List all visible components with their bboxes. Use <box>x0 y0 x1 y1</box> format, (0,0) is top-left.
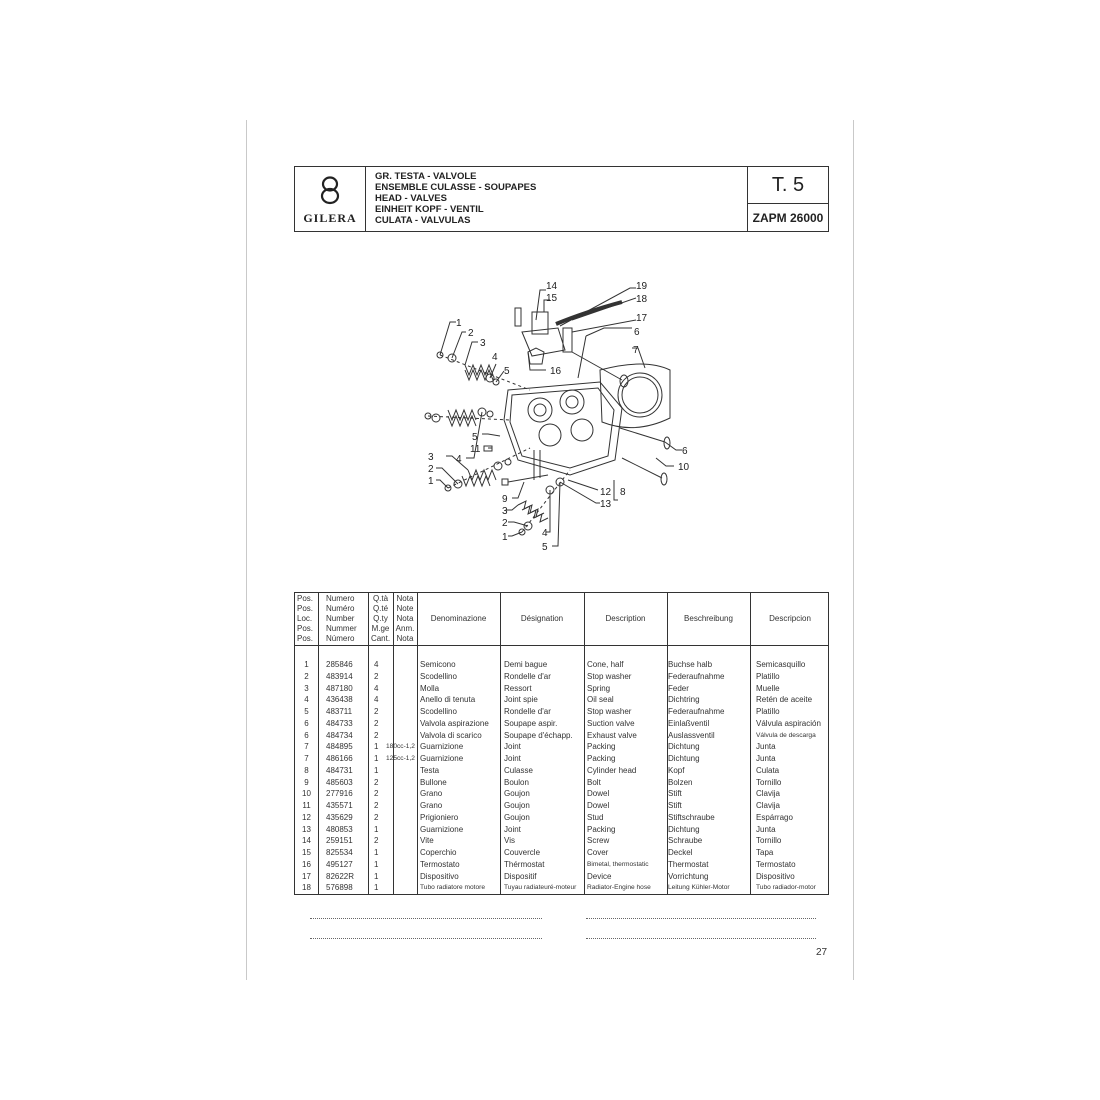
header-text: Q.ty <box>373 614 388 623</box>
cell-pos: 14 <box>302 836 311 846</box>
cell-qty: 1 <box>374 765 379 775</box>
cell-es: Junta <box>756 742 776 752</box>
callout: 1 <box>502 532 508 543</box>
cell-it: Tubo radiatore motore <box>420 884 485 892</box>
cell-it: Termostato <box>420 859 460 869</box>
cell-de: Vorrichtung <box>668 871 709 881</box>
cell-de: Kopf <box>668 765 685 775</box>
cell-qty: 1 <box>374 754 379 763</box>
header-nota <box>393 593 417 645</box>
cell-es: Semicasquillo <box>756 660 806 669</box>
cell-es: Clavija <box>756 789 781 799</box>
page-edge-left <box>246 120 247 980</box>
cell-de: Schraube <box>668 836 703 846</box>
cell-it: Scodellino <box>420 707 457 716</box>
cell-pos: 13 <box>302 824 311 834</box>
brand-name: GILERA <box>303 211 357 225</box>
cell-num: 484733 <box>326 718 353 728</box>
cell-qty: 2 <box>374 718 379 728</box>
cell-qty: 2 <box>374 789 379 799</box>
cell-pos: 10 <box>302 789 311 799</box>
header-text: Number <box>326 614 355 623</box>
cell-qty: 4 <box>374 683 379 693</box>
table-row <box>295 859 828 871</box>
callout: 6 <box>634 327 640 338</box>
header-text: Número <box>326 634 355 643</box>
cell-qty: 2 <box>374 777 379 787</box>
cell-en: Packing <box>587 754 616 763</box>
cell-de: Dichtung <box>668 754 700 763</box>
cell-pos: 12 <box>302 812 311 822</box>
cell-it: Molla <box>420 683 440 693</box>
cell-qty: 1 <box>374 859 379 869</box>
cell-de: Feder <box>668 683 689 693</box>
cell-num: 436438 <box>326 695 353 705</box>
cell-pos: 11 <box>302 801 311 810</box>
cell-num: 277916 <box>326 789 353 799</box>
cell-pos: 16 <box>302 859 311 869</box>
table-reference: T. 5 <box>748 167 828 204</box>
cell-num: 435629 <box>326 812 353 822</box>
cell-en: Device <box>587 871 612 881</box>
dotted-line <box>310 918 542 919</box>
header-text: Pos. <box>297 594 314 603</box>
callout: 12 <box>600 487 612 498</box>
cell-it: Guarnizione <box>420 754 464 763</box>
cell-de: Dichtung <box>668 742 700 752</box>
cell-qty: 2 <box>374 671 379 681</box>
parts-table <box>294 592 829 895</box>
table-row <box>295 871 828 883</box>
cell-it: Grano <box>420 789 443 799</box>
cell-es: Válvula aspiración <box>756 718 821 728</box>
cell-en: Stop washer <box>587 671 632 681</box>
cell-de: Stift <box>668 801 682 810</box>
cell-pos: 2 <box>304 671 309 681</box>
cell-de: Federaufnahme <box>668 671 725 681</box>
table-row <box>295 812 828 824</box>
cell-de: Stift <box>668 789 682 799</box>
dotted-line <box>586 938 816 939</box>
header-french: Désignation <box>520 614 564 623</box>
cell-num: 825534 <box>326 848 353 857</box>
table-row <box>295 765 828 777</box>
cell-en: Packing <box>587 742 616 752</box>
cell-pos: 5 <box>304 707 309 716</box>
cell-qty: 2 <box>374 836 379 846</box>
callout: 6 <box>682 446 688 457</box>
cell-es: Tubo radiador-motor <box>756 884 816 892</box>
cell-de: Leitung Kühler-Motor <box>668 884 730 892</box>
callout: 4 <box>456 454 462 465</box>
callout: 3 <box>480 338 486 349</box>
cell-es: Válvula de descarga <box>756 731 816 739</box>
cell-es: Tornillo <box>756 777 782 787</box>
cell-note: 125cc-1,2 <box>386 755 415 762</box>
cell-num: 485603 <box>326 777 353 787</box>
cell-es: Tornillo <box>756 836 782 846</box>
callout: 14 <box>546 281 558 292</box>
cell-qty: 1 <box>374 742 379 752</box>
header-text: Pos. <box>297 624 314 633</box>
callout: 5 <box>472 432 478 443</box>
table-row <box>295 741 828 753</box>
header-spanish: Descripcion <box>769 614 811 623</box>
cell-it: Prigioniero <box>420 812 459 822</box>
cell-pos: 7 <box>304 754 309 763</box>
dotted-line <box>586 918 816 919</box>
cell-es: Platillo <box>756 707 780 716</box>
callout: 11 <box>470 444 481 455</box>
callout: 2 <box>428 464 434 475</box>
cell-fr: Dispositif <box>504 871 537 881</box>
cell-de: Deckel <box>668 848 693 857</box>
cell-pos: 4 <box>304 695 309 705</box>
cell-fr: Soupape aspir. <box>504 718 558 728</box>
callout: 1 <box>428 476 434 487</box>
table-row <box>295 847 828 859</box>
cell-pos: 15 <box>302 848 311 857</box>
header-text: Pos. <box>297 634 314 643</box>
cell-pos: 18 <box>302 883 311 893</box>
cell-pos: 6 <box>304 718 309 728</box>
callout: 16 <box>550 366 562 377</box>
catalog-header <box>294 166 829 232</box>
cell-it: Coperchio <box>420 848 457 857</box>
cell-qty: 1 <box>374 883 379 893</box>
cell-fr: Goujon <box>504 801 530 810</box>
page-number: 27 <box>816 947 828 958</box>
cell-qty: 1 <box>374 871 379 881</box>
cell-de: Thermostat <box>668 859 709 869</box>
cell-en: Bimetal, thermostatic <box>587 860 649 868</box>
callout: 3 <box>502 506 508 517</box>
cell-en: Stud <box>587 812 604 822</box>
header-text: Numéro <box>326 604 355 613</box>
cell-qty: 4 <box>374 660 379 669</box>
cell-es: Espárrago <box>756 812 793 822</box>
cell-en: Radiator-Engine hose <box>587 884 651 892</box>
cell-en: Oil seal <box>587 695 614 705</box>
cell-it: Valvola aspirazione <box>420 718 489 728</box>
table-row <box>295 671 828 683</box>
dotted-line <box>310 938 542 939</box>
cell-fr: Joint <box>504 754 521 763</box>
diagram-drawing <box>425 288 682 546</box>
cell-fr: Soupape d'échapp. <box>504 730 573 740</box>
cell-it: Scodellino <box>420 671 457 681</box>
callout: 7 <box>633 345 639 356</box>
cell-note: 180cc-1,2 <box>386 743 415 751</box>
cell-it: Anello di tenuta <box>420 695 476 705</box>
header-text: Note <box>396 604 414 613</box>
cell-qty: 2 <box>374 707 379 716</box>
table-row <box>295 694 828 706</box>
cell-num: 486166 <box>326 754 353 763</box>
header-separator <box>295 645 828 646</box>
cell-num: 285846 <box>326 660 353 669</box>
cell-en: Stop washer <box>587 707 632 716</box>
cell-pos: 1 <box>304 660 309 669</box>
header-text: M.ge <box>371 624 390 633</box>
cell-pos: 8 <box>304 765 309 775</box>
cell-num: 435571 <box>326 801 353 810</box>
cell-es: Junta <box>756 754 776 763</box>
header-text: Nota <box>396 614 414 623</box>
cell-qty: 2 <box>374 730 379 740</box>
cell-fr: Rondelle d'ar <box>504 671 551 681</box>
gilera-emblem-icon <box>319 175 341 205</box>
header-numero <box>326 593 368 645</box>
cell-num: 483711 <box>326 707 353 716</box>
cell-fr: Thérmostat <box>504 859 545 869</box>
callout: 19 <box>636 281 648 292</box>
cell-en: Exhaust valve <box>587 730 637 740</box>
cell-qty: 2 <box>374 812 379 822</box>
cell-fr: Demi bague <box>504 660 548 669</box>
title-it: GR. TESTA - VALVOLE <box>375 171 477 182</box>
header-qty <box>368 593 393 645</box>
header-text: Anm. <box>395 624 415 633</box>
callout: 10 <box>678 462 690 473</box>
cell-it: Dispositivo <box>420 871 459 881</box>
cell-num: 480853 <box>326 824 353 834</box>
table-row <box>295 800 828 812</box>
cell-es: Culata <box>756 765 780 775</box>
callout: 13 <box>600 499 612 510</box>
cell-es: Dispositivo <box>756 871 795 881</box>
cell-it: Testa <box>420 765 440 775</box>
cell-fr: Goujon <box>504 789 530 799</box>
callout: 1 <box>456 318 462 329</box>
cell-en: Bolt <box>587 777 601 787</box>
callout: 17 <box>636 313 648 324</box>
callout: 4 <box>492 352 498 363</box>
cell-num: 484895 <box>326 742 353 752</box>
title-fr: ENSEMBLE CULASSE - SOUPAPES <box>375 182 537 193</box>
cell-qty: 1 <box>374 824 379 834</box>
cell-fr: Couvercle <box>504 848 541 857</box>
cell-num: 487180 <box>326 683 353 693</box>
title-en: HEAD - VALVES <box>375 193 447 204</box>
callout: 5 <box>504 366 510 377</box>
callout: 5 <box>542 542 548 553</box>
cell-de: Einlaßventil <box>668 718 710 728</box>
callout: 15 <box>546 293 558 304</box>
header-text: Numero <box>326 594 355 603</box>
cell-it: Valvola di scarico <box>420 730 482 740</box>
callout: 4 <box>542 528 548 539</box>
cell-en: Spring <box>587 683 611 693</box>
cell-fr: Joint spie <box>504 695 538 705</box>
header-text: Loc. <box>297 614 313 623</box>
cell-it: Bullone <box>420 777 447 787</box>
cell-de: Auslassventil <box>668 730 715 740</box>
cell-es: Platillo <box>756 671 780 681</box>
cell-pos: 6 <box>304 730 309 740</box>
cell-en: Cone, half <box>587 660 624 669</box>
callout: 2 <box>468 328 474 339</box>
table-row <box>295 777 828 789</box>
cell-num: 576898 <box>326 883 353 893</box>
cell-es: Clavija <box>756 801 781 810</box>
cell-fr: Goujon <box>504 812 530 822</box>
cell-num: 495127 <box>326 859 353 869</box>
cell-it: Semicono <box>420 660 456 669</box>
cell-de: Dichtring <box>668 695 700 705</box>
header-text: Q.té <box>372 604 389 613</box>
table-row <box>295 683 828 695</box>
callout: 2 <box>502 518 508 529</box>
cell-qty: 4 <box>374 695 379 705</box>
table-row <box>295 718 828 730</box>
cell-fr: Ressort <box>504 683 532 693</box>
cell-de: Stiftschraube <box>668 812 715 822</box>
table-row <box>295 835 828 847</box>
callout: 18 <box>636 294 648 305</box>
frame-reference: ZAPM 26000 <box>752 211 824 225</box>
cell-en: Cover <box>587 848 609 857</box>
header-text: Nota <box>396 594 414 603</box>
cell-en: Screw <box>587 836 610 846</box>
callout: 3 <box>428 452 434 463</box>
cell-it: Vite <box>420 836 434 846</box>
cell-it: Grano <box>420 801 443 810</box>
callout: 9 <box>502 494 508 505</box>
cell-es: Tapa <box>756 848 774 857</box>
cell-fr: Tuyau radiateuré-moteur <box>504 884 577 892</box>
header-text: Cant. <box>370 634 391 643</box>
title-es: CULATA - VALVULAS <box>375 215 471 226</box>
header-text: Q.tà <box>372 594 389 603</box>
header-pos <box>297 593 318 645</box>
header-text: Nota <box>396 634 414 643</box>
callout: 8 <box>620 487 626 498</box>
cell-en: Packing <box>587 824 616 834</box>
cell-fr: Culasse <box>504 765 533 775</box>
table-row <box>295 730 828 742</box>
table-row <box>295 706 828 718</box>
header-text: Pos. <box>297 604 314 613</box>
cell-es: Termostato <box>756 859 796 869</box>
cell-qty: 1 <box>374 848 379 857</box>
table-row <box>295 824 828 836</box>
header-german: Beschreibung <box>684 614 733 623</box>
cell-es: Muelle <box>756 683 780 693</box>
header-english: Description <box>605 614 646 623</box>
title-de: EINHEIT KOPF - VENTIL <box>375 204 484 215</box>
table-row <box>295 753 828 765</box>
cell-de: Dichtung <box>668 824 700 834</box>
cell-num: 82622R <box>326 871 355 881</box>
cell-pos: 17 <box>302 871 311 881</box>
table-row <box>295 659 828 671</box>
cell-de: Buchse halb <box>668 660 713 669</box>
cell-es: Junta <box>756 824 776 834</box>
group-titles <box>375 171 536 226</box>
cell-num: 483914 <box>326 671 353 681</box>
table-row <box>295 882 828 894</box>
cell-num: 259151 <box>326 836 353 846</box>
reference-box <box>747 167 828 231</box>
header-italian: Denominazione <box>430 614 487 623</box>
exploded-diagram <box>400 270 700 570</box>
cell-de: Federaufnahme <box>668 707 725 716</box>
cell-de: Bolzen <box>668 777 693 787</box>
cell-it: Guarnizione <box>420 742 464 752</box>
cell-en: Dowel <box>587 789 610 799</box>
cell-it: Guarnizione <box>420 824 464 834</box>
cell-en: Cylinder head <box>587 765 637 775</box>
cell-fr: Rondelle d'ar <box>504 707 551 716</box>
cell-fr: Joint <box>504 824 521 834</box>
cell-fr: Joint <box>504 742 521 752</box>
cell-pos: 9 <box>304 777 309 787</box>
cell-fr: Vis <box>504 836 515 846</box>
cell-en: Suction valve <box>587 718 635 728</box>
cell-qty: 2 <box>374 801 379 810</box>
cell-num: 484734 <box>326 730 353 740</box>
brand-logo <box>295 167 366 231</box>
cell-es: Retén de aceite <box>756 695 813 705</box>
cell-en: Dowel <box>587 801 610 810</box>
table-row <box>295 788 828 800</box>
cell-num: 484731 <box>326 765 353 775</box>
page-edge-right <box>853 120 854 980</box>
header-text: Nummer <box>326 624 357 633</box>
cell-pos: 3 <box>304 683 309 693</box>
cell-fr: Boulon <box>504 777 529 787</box>
cell-pos: 7 <box>304 742 309 752</box>
